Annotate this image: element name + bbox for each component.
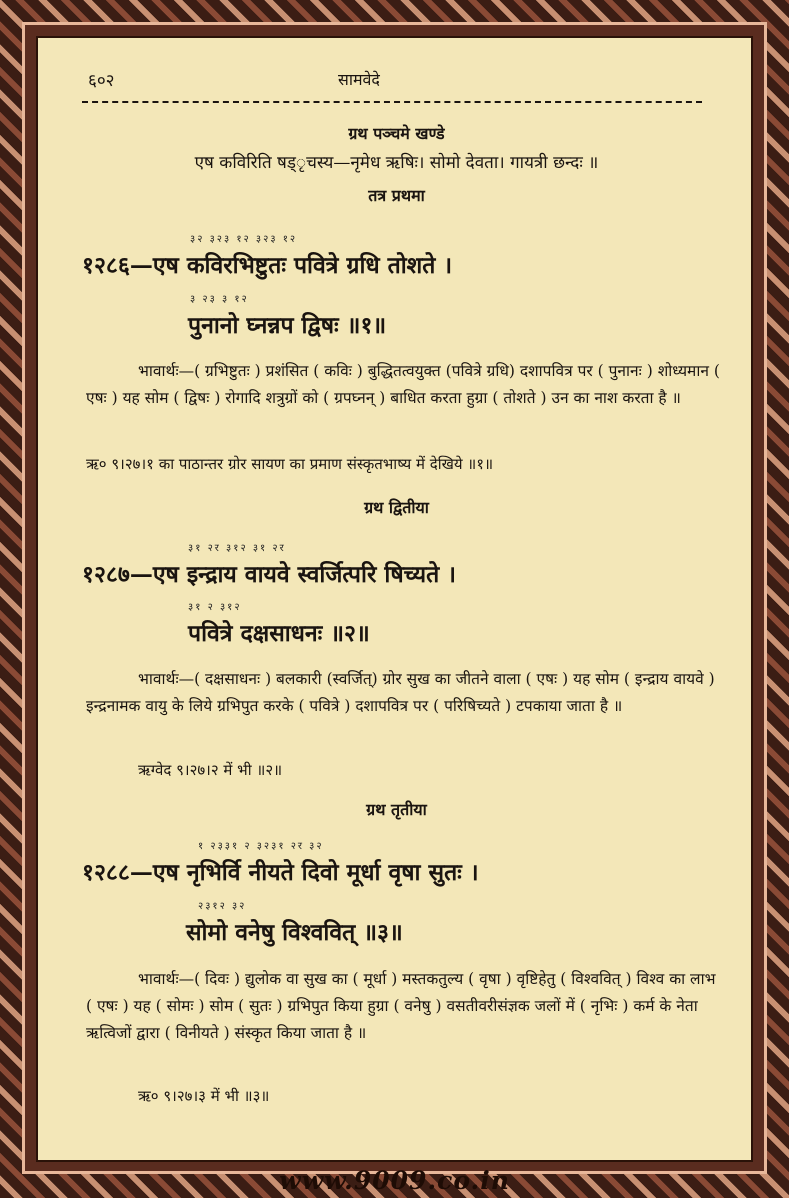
section-heading: ग्रथ तृतीया <box>366 800 427 819</box>
mantra-line: सोमो वनेषु विश्ववित् ॥३॥ <box>186 919 403 946</box>
section-heading: ग्रथ पञ्चमे खण्डे <box>348 124 445 143</box>
reference-line: ऋ० ९।२७।१ का पाठान्तर ग्रोर सायण का प्रमाण संस्कृतभाष्य में देखिये ॥१॥ <box>86 455 494 473</box>
section-heading: ग्रथ द्वितीया <box>364 498 429 517</box>
page <box>36 36 753 1162</box>
svara-marks: १ २३३१ २ ३२३१ २र ३२ <box>198 841 324 852</box>
intro-line: एष कविरिति षड्ृचस्य—नृमेध ऋषिः। सोमो देवता। गायत्री छन्दः ॥ <box>194 153 599 173</box>
commentary-paragraph: भावार्थः—( दिवः ) द्युलोक वा सुख का ( मूर्धा ) मस्तकतुल्य ( वृषा ) वृष्टिहेतु ( विश्ववित् ) विश्व का लाभ ( एषः ) यह ( सोमः ) सोम ( सुतः ) ग्रभिपुत किया हुग्रा ( वनेषु ) वसतीवरीसंज्ञक जलों में ( नृभिः ) कर्म के नेता ऋत्विजों द्वारा ( विनीयते ) संस्कृत किया जाता है ॥ <box>86 970 716 1042</box>
mantra-line: १२८६—एष कविरभिष्टुतः पवित्रे ग्रधि तोशते । <box>82 252 453 279</box>
website-url: www.9009.co.in <box>279 1166 510 1195</box>
svara-marks: ३ २३ ३ १२ <box>190 294 249 305</box>
header-rule <box>82 101 702 103</box>
mantra-line: पुनानो घ्नन्नप द्विषः ॥१॥ <box>188 312 387 339</box>
reference-line: ऋग्वेद ९।२७।२ में भी ॥२॥ <box>138 761 283 779</box>
mantra-line: १२८७—एष इन्द्राय वायवे स्वर्जित्परि षिच्यते । <box>82 561 456 588</box>
svara-marks: ३१ २ ३१२ <box>188 602 242 613</box>
commentary-paragraph: भावार्थः—( ग्रभिष्टुतः ) प्रशंसित ( कविः ) बुद्धितत्वयुक्त (पवित्रे ग्रधि) दशापवित्र पर ( पुनानः ) शोध्यमान ( एषः ) यह सोम ( द्विषः ) रोगादि शत्रुग्रों को ( ग्रपघ्नन् ) बाधित करता हुग्रा ( तोशते ) उन का नाश करता है ॥ <box>86 362 720 407</box>
book-title: सामवेदे <box>338 70 380 89</box>
page-number: ६०२ <box>88 71 115 91</box>
commentary-paragraph: भावार्थः—( दक्षसाधनः ) बलकारी (स्वर्जित्) ग्रोर सुख का जीतने वाला ( एषः ) यह सोम ( इन्द्राय वायवे ) इन्द्रनामक वायु के लिये ग्रभिपुत करके ( पवित्रे ) दशापवित्र पर ( परिषिच्यते ) टपकाया जाता है ॥ <box>86 670 715 715</box>
svara-marks: २३१२ ३२ <box>198 901 247 912</box>
reference-line: ऋ० ९।२७।३ में भी ॥३॥ <box>138 1087 270 1105</box>
mantra-line: १२८८—एष नृभिर्वि नीयते दिवो मूर्धा वृषा सुतः । <box>82 859 479 886</box>
mantra-line: पवित्रे दक्षसाधनः ॥२॥ <box>188 620 370 647</box>
sub-heading: तत्र प्रथमा <box>368 186 425 205</box>
svara-marks: ३२ ३२३ १२ ३२३ १२ <box>190 234 298 245</box>
svara-marks: ३१ २र ३१२ ३१ २र <box>188 543 286 554</box>
